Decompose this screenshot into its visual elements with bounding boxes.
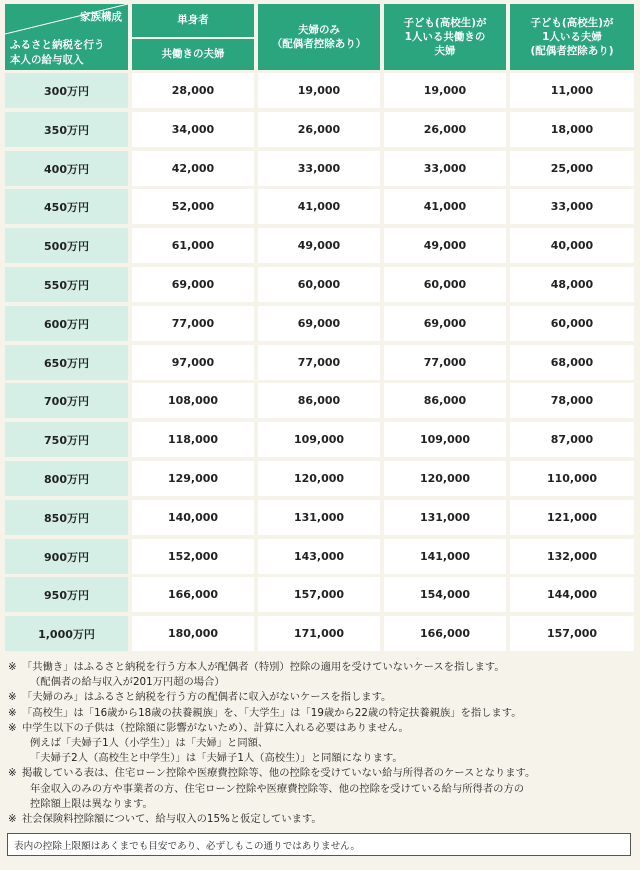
income-cell: 800万円 bbox=[5, 461, 128, 496]
footnote bbox=[8, 660, 633, 690]
header-dual-income: 共働きの夫婦 bbox=[132, 39, 254, 70]
value-child-dual: 154,000 bbox=[384, 577, 506, 612]
footnote-line: 社会保険料控除額について、給与収入の15%と仮定しています。 bbox=[22, 813, 322, 826]
footnote bbox=[8, 706, 633, 721]
value-couple-only: 69,000 bbox=[258, 306, 380, 341]
value-child-dual: 41,000 bbox=[384, 189, 506, 224]
value-child-couple: 60,000 bbox=[510, 306, 634, 341]
value-single-dual: 61,000 bbox=[132, 228, 254, 263]
value-single-dual: 108,000 bbox=[132, 383, 254, 418]
value-couple-only: 86,000 bbox=[258, 383, 380, 418]
value-child-couple: 18,000 bbox=[510, 112, 634, 147]
corner-income-label: ふるさと納税を行う 本人の給与収入 bbox=[10, 39, 105, 66]
value-single-dual: 28,000 bbox=[132, 73, 254, 108]
value-child-couple: 11,000 bbox=[510, 73, 634, 108]
value-couple-only: 143,000 bbox=[258, 539, 380, 574]
footnote bbox=[8, 812, 633, 827]
value-child-dual: 131,000 bbox=[384, 500, 506, 535]
income-cell: 750万円 bbox=[5, 422, 128, 457]
value-child-dual: 26,000 bbox=[384, 112, 506, 147]
value-single-dual: 52,000 bbox=[132, 189, 254, 224]
header-child-dual: 子ども(高校生)が 1人いる共働きの 夫婦 bbox=[384, 4, 506, 70]
value-child-couple: 110,000 bbox=[510, 461, 634, 496]
income-cell: 900万円 bbox=[5, 539, 128, 574]
value-child-couple: 78,000 bbox=[510, 383, 634, 418]
footnote-mark: ※ bbox=[8, 706, 17, 719]
value-child-dual: 49,000 bbox=[384, 228, 506, 263]
table-corner-header bbox=[5, 4, 128, 70]
footnote-line: 掲載している表は、住宅ローン控除や医療費控除等、他の控除を受けていない給与所得者のケースとなります。 bbox=[22, 767, 536, 780]
footnotes bbox=[8, 660, 633, 827]
value-couple-only: 109,000 bbox=[258, 422, 380, 457]
value-couple-only: 77,000 bbox=[258, 345, 380, 380]
value-child-dual: 141,000 bbox=[384, 539, 506, 574]
value-child-dual: 120,000 bbox=[384, 461, 506, 496]
footnote-mark: ※ bbox=[8, 691, 17, 704]
income-cell: 850万円 bbox=[5, 500, 128, 535]
value-child-dual: 86,000 bbox=[384, 383, 506, 418]
value-child-dual: 19,000 bbox=[384, 73, 506, 108]
value-single-dual: 69,000 bbox=[132, 267, 254, 302]
footnote-line: 「夫婦子2人（高校生と中学生）」は「夫婦子1人（高校生）」と同額になります。 bbox=[30, 752, 403, 765]
footnote-line: 年金収入のみの方や事業者の方、住宅ローン控除や医療費控除等、他の控除を受けている給与所得者の方の bbox=[30, 782, 525, 795]
income-cell: 500万円 bbox=[5, 228, 128, 263]
value-couple-only: 171,000 bbox=[258, 616, 380, 651]
value-child-couple: 87,000 bbox=[510, 422, 634, 457]
footnote bbox=[8, 690, 633, 705]
value-child-dual: 109,000 bbox=[384, 422, 506, 457]
income-cell: 600万円 bbox=[5, 306, 128, 341]
value-child-dual: 69,000 bbox=[384, 306, 506, 341]
value-child-dual: 166,000 bbox=[384, 616, 506, 651]
value-child-dual: 77,000 bbox=[384, 345, 506, 380]
footnote-mark: ※ bbox=[8, 661, 17, 673]
footnote-mark: ※ bbox=[8, 813, 17, 826]
header-couple-only: 夫婦のみ （配偶者控除あり） bbox=[258, 4, 380, 70]
disclaimer-box: 表内の控除上限額はあくまでも目安であり、必ずしもこの通りではありません。 bbox=[7, 833, 631, 856]
value-child-couple: 157,000 bbox=[510, 616, 634, 651]
income-cell: 300万円 bbox=[5, 73, 128, 108]
footnote bbox=[8, 721, 633, 767]
income-cell: 450万円 bbox=[5, 189, 128, 224]
header-single: 単身者 bbox=[132, 4, 254, 37]
value-couple-only: 120,000 bbox=[258, 461, 380, 496]
income-cell: 700万円 bbox=[5, 383, 128, 418]
income-cell: 550万円 bbox=[5, 267, 128, 302]
value-single-dual: 118,000 bbox=[132, 422, 254, 457]
value-child-couple: 132,000 bbox=[510, 539, 634, 574]
value-couple-only: 131,000 bbox=[258, 500, 380, 535]
value-couple-only: 26,000 bbox=[258, 112, 380, 147]
corner-family-label: 家族構成 bbox=[80, 11, 122, 23]
value-single-dual: 34,000 bbox=[132, 112, 254, 147]
value-single-dual: 42,000 bbox=[132, 151, 254, 186]
footnote-line: （配偶者の給与収入が201万円超の場合） bbox=[30, 676, 225, 689]
income-cell: 350万円 bbox=[5, 112, 128, 147]
value-single-dual: 97,000 bbox=[132, 345, 254, 380]
value-child-couple: 40,000 bbox=[510, 228, 634, 263]
value-child-couple: 68,000 bbox=[510, 345, 634, 380]
income-cell: 950万円 bbox=[5, 577, 128, 612]
income-cell: 650万円 bbox=[5, 345, 128, 380]
value-single-dual: 166,000 bbox=[132, 577, 254, 612]
value-couple-only: 49,000 bbox=[258, 228, 380, 263]
footnote-mark: ※ bbox=[8, 767, 17, 780]
footnote-line: 「高校生」は「16歳から18歳の扶養親族」を、「大学生」は「19歳から22歳の特定扶養親族」を指します。 bbox=[22, 706, 522, 719]
footnote-line: 控除額上限は異なります。 bbox=[30, 797, 153, 810]
value-couple-only: 41,000 bbox=[258, 189, 380, 224]
value-couple-only: 33,000 bbox=[258, 151, 380, 186]
footnote-line: 例えば「夫婦子1人（小学生）」は「夫婦」と同額、 bbox=[30, 737, 269, 750]
value-single-dual: 140,000 bbox=[132, 500, 254, 535]
value-single-dual: 180,000 bbox=[132, 616, 254, 651]
income-cell: 400万円 bbox=[5, 151, 128, 186]
footnote-line: 「夫婦のみ」はふるさと納税を行う方の配偶者に収入がないケースを指します。 bbox=[22, 691, 392, 704]
value-child-couple: 144,000 bbox=[510, 577, 634, 612]
value-child-couple: 48,000 bbox=[510, 267, 634, 302]
footnote-mark: ※ bbox=[8, 721, 17, 734]
value-couple-only: 19,000 bbox=[258, 73, 380, 108]
value-child-couple: 25,000 bbox=[510, 151, 634, 186]
value-child-couple: 121,000 bbox=[510, 500, 634, 535]
value-child-couple: 33,000 bbox=[510, 189, 634, 224]
header-child-couple: 子ども(高校生)が 1人いる夫婦 (配偶者控除あり) bbox=[510, 4, 634, 70]
income-cell: 1,000万円 bbox=[5, 616, 128, 651]
value-single-dual: 152,000 bbox=[132, 539, 254, 574]
footnote-line: 中学生以下の子供は（控除額に影響がないため）、計算に入れる必要はありません。 bbox=[22, 721, 409, 734]
value-single-dual: 129,000 bbox=[132, 461, 254, 496]
value-couple-only: 157,000 bbox=[258, 577, 380, 612]
value-couple-only: 60,000 bbox=[258, 267, 380, 302]
value-child-dual: 60,000 bbox=[384, 267, 506, 302]
footnote bbox=[8, 766, 633, 812]
value-child-dual: 33,000 bbox=[384, 151, 506, 186]
footnote-line: 「共働き」はふるさと納税を行う方本人が配偶者（特別）控除の適用を受けていないケースを指します。 bbox=[22, 661, 505, 673]
value-single-dual: 77,000 bbox=[132, 306, 254, 341]
